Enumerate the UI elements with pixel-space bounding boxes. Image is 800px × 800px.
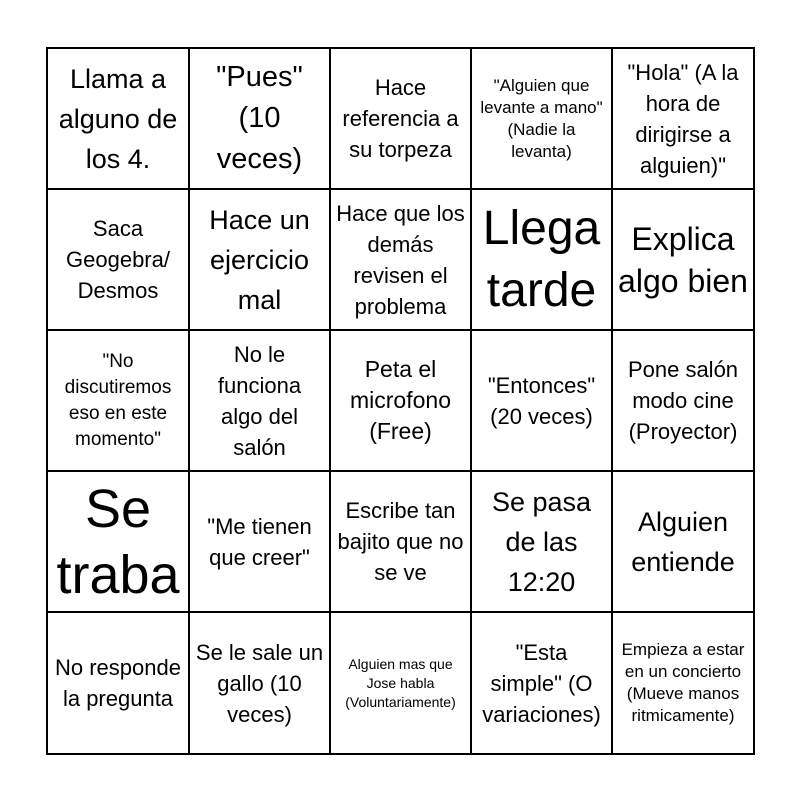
bingo-cell-15[interactable] — [613, 331, 755, 472]
bingo-cell-12[interactable] — [190, 331, 331, 472]
bingo-cell-text: Llama a alguno de los 4. — [58, 63, 178, 174]
bingo-cell-text: Escribe tan bajito que no se ve — [337, 498, 464, 585]
bingo-cell-text: Alguien entiende — [631, 506, 735, 577]
bingo-cell-text: Hace que los demás revisen el problema — [336, 200, 465, 319]
bingo-cell-18[interactable] — [331, 472, 472, 613]
bingo-cell-22[interactable] — [190, 613, 331, 755]
bingo-cell-text: Hace referencia a su torpeza — [342, 75, 459, 162]
bingo-cell-text: Llega tarde — [482, 201, 601, 317]
bingo-cell-21[interactable] — [48, 613, 190, 755]
bingo-cell-text: "Pues" (10 veces) — [216, 61, 303, 175]
bingo-cell-text: No responde la pregunta — [55, 655, 181, 711]
bingo-cell-text: "Entonces" (20 veces) — [487, 372, 596, 429]
bingo-cell-13[interactable] — [331, 331, 472, 472]
bingo-cell-4[interactable] — [472, 49, 613, 190]
bingo-cell-8[interactable] — [331, 190, 472, 331]
bingo-cell-text: Se traba — [56, 478, 180, 605]
bingo-cell-10[interactable] — [613, 190, 755, 331]
bingo-cell-text: Alguien mas que Jose habla (Voluntariamente) — [345, 655, 456, 710]
bingo-cell-11[interactable] — [48, 331, 190, 472]
bingo-cell-24[interactable] — [472, 613, 613, 755]
bingo-cell-1[interactable] — [48, 49, 190, 190]
bingo-cell-20[interactable] — [613, 472, 755, 613]
bingo-board — [46, 47, 755, 755]
bingo-cell-text: Peta el microfono (Free) — [350, 356, 451, 444]
bingo-cell-text: Hace un ejercicio mal — [209, 204, 310, 315]
bingo-cell-text: "Esta simple" (O variaciones) — [482, 639, 601, 727]
bingo-cell-text: "Alguien que levante a mano" (Nadie la levanta) — [480, 75, 603, 161]
bingo-cell-14[interactable] — [472, 331, 613, 472]
bingo-cell-5[interactable] — [613, 49, 755, 190]
bingo-cell-text: "No discutiremos eso en este momento" — [64, 350, 172, 450]
bingo-cell-text: Saca Geogebra/ Desmos — [66, 216, 170, 303]
bingo-cell-17[interactable] — [190, 472, 331, 613]
bingo-cell-25[interactable] — [613, 613, 755, 755]
bingo-cell-text: No le funciona algo del salón — [217, 341, 302, 460]
bingo-cell-text: Explica algo bien — [618, 220, 748, 299]
bingo-cell-text: "Hola" (A la hora de dirigirse a alguien)" — [627, 59, 739, 178]
bingo-cell-23[interactable] — [331, 613, 472, 755]
bingo-cell-text: Pone salón modo cine (Proyector) — [627, 357, 739, 444]
bingo-cell-text: Se pasa de las 12:20 — [491, 486, 592, 597]
bingo-cell-2[interactable] — [190, 49, 331, 190]
bingo-cell-9[interactable] — [472, 190, 613, 331]
bingo-cell-19[interactable] — [472, 472, 613, 613]
bingo-cell-text: Se le sale un gallo (10 veces) — [195, 639, 324, 727]
bingo-cell-3[interactable] — [331, 49, 472, 190]
bingo-cell-16[interactable] — [48, 472, 190, 613]
bingo-cell-7[interactable] — [190, 190, 331, 331]
bingo-cell-text: Empieza a estar en un concierto (Mueve manos ritmicamente) — [621, 640, 745, 725]
bingo-cell-text: "Me tienen que creer" — [207, 513, 312, 570]
bingo-cell-6[interactable] — [48, 190, 190, 331]
